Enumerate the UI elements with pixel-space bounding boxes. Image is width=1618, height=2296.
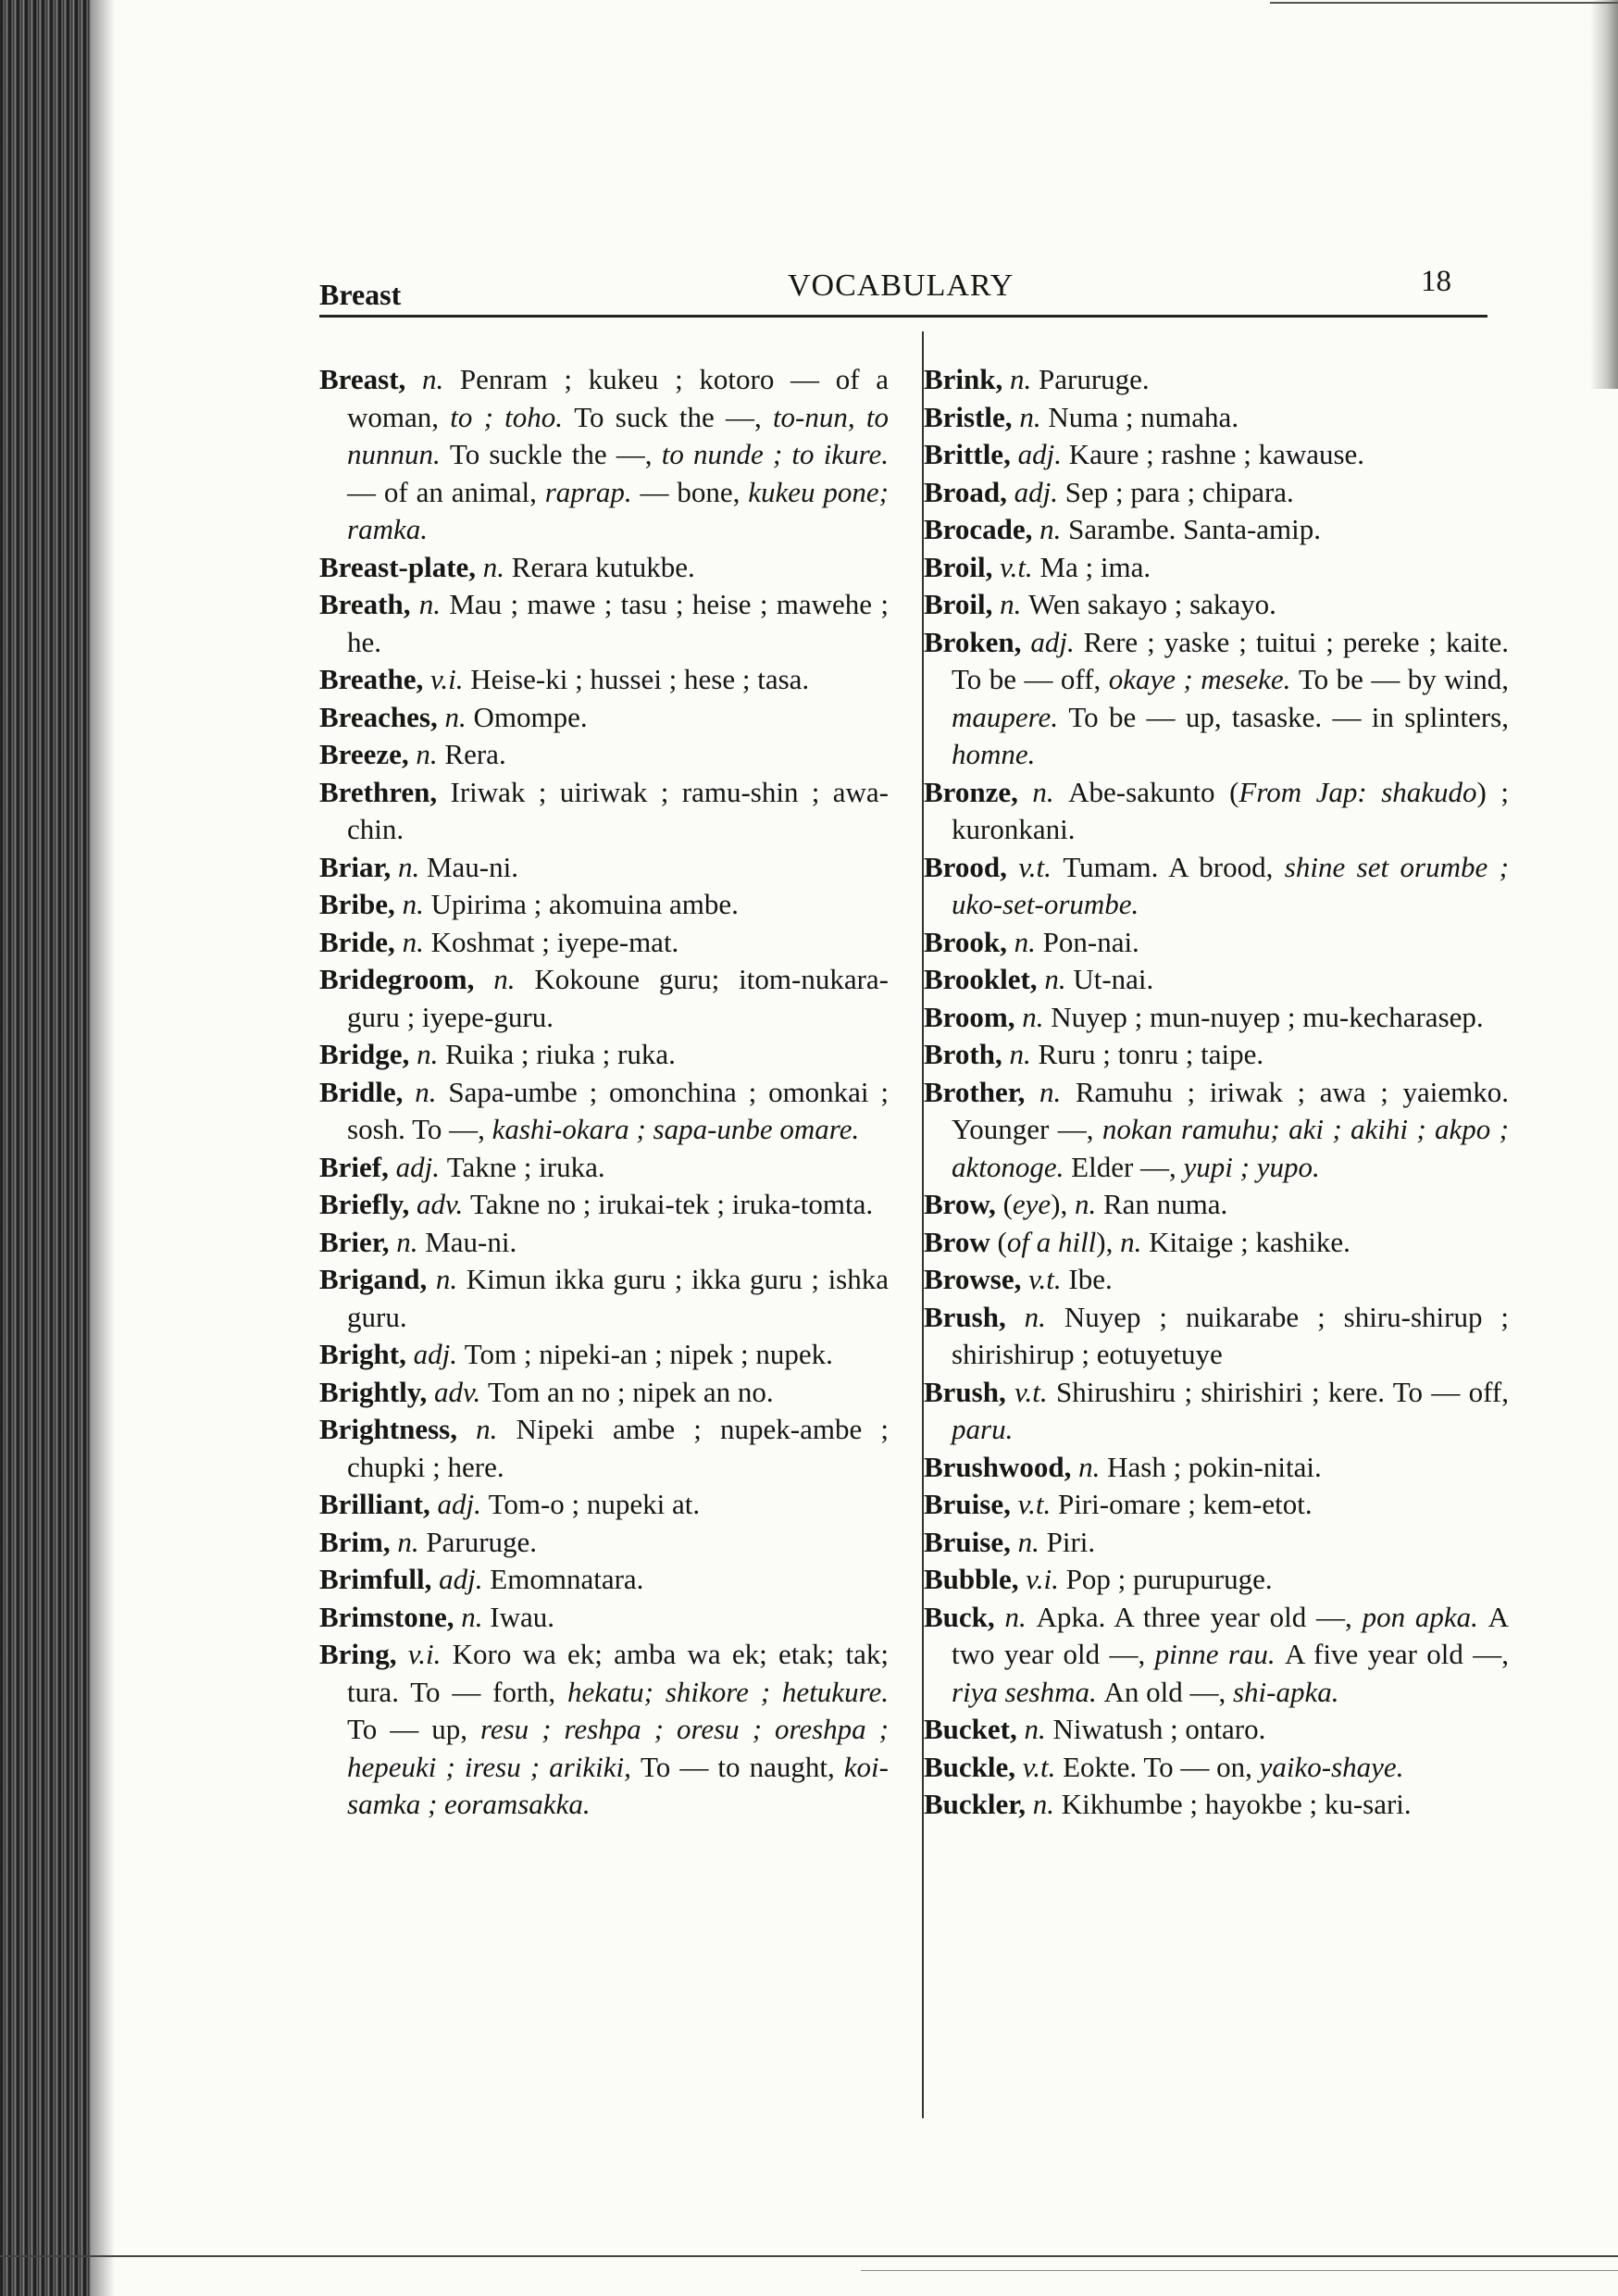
entry-text: Kaure ; rashne ; kawause. (1068, 438, 1365, 470)
entry-headword: Breast, (319, 363, 422, 395)
entry-italic-text: adj. (1014, 475, 1065, 508)
vocabulary-entry (924, 999, 1509, 1037)
entry-text: Sep ; para ; chipara. (1064, 475, 1294, 508)
entry-headword: Bridge, (319, 1038, 417, 1070)
entry-headword: Brimfull, (319, 1563, 440, 1595)
entry-headword: Broth, (924, 1038, 1010, 1070)
entry-italic-text: maupere. (952, 700, 1069, 733)
entry-text: Rere ; yaske ; tuitui ; pereke ; kaite. To be — off, (952, 625, 1509, 695)
entry-italic-text: shine set orumbe ; uko-set-orumbe. (952, 850, 1510, 920)
vocabulary-entry (319, 1411, 889, 1486)
entry-headword: Brood, (924, 850, 1019, 883)
entry-italic-text: okaye ; meseke. (1108, 663, 1299, 695)
entry-italic-text: nokan ramuhu; aki ; akihi ; akpo ; aktonoge. (952, 1113, 1509, 1183)
entry-italic-text: v.t. (1028, 1263, 1069, 1295)
entry-italic-text: n. (1010, 363, 1039, 395)
scan-edge-line (1270, 2, 1618, 4)
entry-italic-text: n. (476, 1413, 517, 1445)
entry-italic-text: yaiko-shaye. (1259, 1750, 1404, 1783)
entry-text: Kimun ikka guru ; ikka guru ; ishka guru. (347, 1263, 890, 1333)
entry-headword: Briefly, (319, 1188, 417, 1220)
vocabulary-entry (319, 1149, 889, 1187)
entry-italic-text: v.t. (1018, 850, 1064, 883)
entry-italic-text: n. (1004, 1600, 1037, 1633)
vocabulary-entry (319, 1036, 889, 1074)
entry-italic-text: n. (415, 1075, 449, 1108)
entry-italic-text: v.i. (407, 1638, 453, 1670)
entry-text: Takne ; iruka. (446, 1150, 605, 1183)
entry-headword: Brier, (319, 1225, 397, 1258)
vocabulary-entry (924, 1224, 1509, 1262)
entry-headword: Bride, (319, 925, 403, 958)
vocabulary-entry (924, 1186, 1509, 1224)
entry-headword: Bridle, (319, 1075, 416, 1108)
entry-headword: Breeze, (319, 738, 417, 770)
entry-italic-text: n. (1024, 1713, 1053, 1745)
entry-italic-text: n. (1000, 588, 1029, 620)
vocabulary-entry (924, 1299, 1509, 1374)
vocabulary-entry (924, 399, 1509, 437)
entry-text: Nuyep ; nuikarabe ; shiru-shirup ; shirishirup ; eotuyetuye (952, 1300, 1510, 1370)
vocabulary-entry (924, 1074, 1509, 1187)
vocabulary-entry (924, 1749, 1509, 1787)
page-number: 18 (1421, 265, 1451, 298)
entry-italic-text: n. (1022, 1000, 1052, 1033)
entry-text: Ut-nai. (1073, 963, 1154, 995)
entry-text: Nipeki ambe ; nupek-ambe ; chupki ; here. (347, 1413, 889, 1483)
entry-headword: Bridegroom, (319, 963, 494, 995)
vocabulary-entry (924, 1599, 1509, 1712)
vocabulary-entry (319, 1336, 889, 1374)
vocabulary-entry (319, 1599, 889, 1637)
entry-headword: Buck, (924, 1600, 1005, 1633)
entry-italic-text: n. (1019, 400, 1049, 433)
entry-italic-text: kukeu pone; ramka. (347, 475, 889, 545)
entry-italic-text: n. (1032, 1788, 1062, 1820)
vocabulary-entry (319, 886, 889, 924)
entry-text: Mau ; mawe ; tasu ; heise ; mawehe ; he. (347, 588, 889, 658)
vocabulary-entry (319, 1636, 889, 1824)
vocabulary-entry (319, 1261, 889, 1336)
entry-italic-text: n. (1078, 1450, 1108, 1483)
vocabulary-entry (319, 1186, 889, 1224)
vocabulary-entry (319, 1224, 889, 1262)
vocabulary-entry (924, 1374, 1509, 1449)
entry-headword: Bristle, (924, 400, 1020, 433)
entry-text: Sarambe. Santa-amip. (1068, 513, 1322, 545)
entry-headword: Brocade, (924, 513, 1040, 545)
vocabulary-entry (924, 1036, 1509, 1074)
entry-italic-text: n. (1017, 1525, 1047, 1558)
entry-italic-text: koi-samka ; eoramsakka. (347, 1750, 889, 1820)
entry-italic-text: n. (396, 1225, 426, 1258)
entry-text: ( (997, 1225, 1007, 1258)
entry-italic-text: adj. (437, 1488, 489, 1520)
entry-italic-text: adj. (439, 1563, 491, 1595)
vocabulary-entry (924, 549, 1509, 587)
entry-text: Abe-sakunto ( (1068, 775, 1239, 808)
entry-text: Tom-o ; nupeki at. (488, 1488, 701, 1520)
entry-text: Penram ; kukeu ; kotoro — of a woman, (347, 363, 889, 433)
entry-text: Koro wa ek; amba wa ek; etak; tak; tura. To — forth, (347, 1638, 889, 1708)
entry-headword: Briar, (319, 850, 398, 883)
entry-italic-text: n. (417, 1038, 446, 1070)
entry-text: Omompe. (473, 700, 588, 733)
entry-headword: Buckler, (924, 1788, 1033, 1820)
entry-text: Kikhumbe ; hayokbe ; ku-sari. (1061, 1788, 1412, 1820)
entry-italic-text: pinne rau. (1154, 1638, 1286, 1670)
book-binding-shadow (0, 0, 91, 2296)
entry-text: Emomnatara. (490, 1563, 644, 1595)
vocabulary-entry (924, 774, 1509, 849)
entry-text: Niwatush ; ontaro. (1052, 1713, 1266, 1745)
entry-text: ), (1051, 1188, 1075, 1220)
entry-headword: Broom, (924, 1000, 1023, 1033)
entry-headword: Brightly, (319, 1375, 435, 1408)
vocabulary-entry (319, 961, 889, 1036)
left-column (319, 361, 889, 1824)
entry-italic-text: n. (482, 550, 512, 583)
entry-italic-text: adj. (1017, 438, 1069, 470)
entry-text: Piri. (1046, 1525, 1096, 1558)
entry-text: Hash ; pokin-nitai. (1107, 1450, 1322, 1483)
entry-headword: Buckle, (924, 1750, 1023, 1783)
entry-italic-text: n. (418, 588, 450, 620)
vocabulary-entry (319, 1486, 889, 1524)
vocabulary-entry (924, 1449, 1509, 1487)
entry-headword: Browse, (924, 1263, 1029, 1295)
vocabulary-entry (319, 661, 889, 699)
entry-headword: Bring, (319, 1638, 408, 1670)
entry-italic-text: to ; toho. (450, 400, 575, 433)
vocabulary-entry (924, 511, 1509, 549)
entry-headword: Bright, (319, 1338, 414, 1370)
entry-text: Shirushiru ; shirishiri ; kere. To — off, (1055, 1375, 1509, 1408)
entry-italic-text: adj. (413, 1338, 465, 1370)
entry-italic-text: n. (461, 1600, 491, 1633)
entry-text: To be — up, tasaske. — in splinters, (1068, 700, 1509, 733)
entry-headword: Brook, (924, 925, 1014, 958)
entry-headword: Broken, (924, 625, 1031, 658)
entry-headword: Bronze, (924, 775, 1033, 808)
vocabulary-entry (924, 1486, 1509, 1524)
entry-text: Takne no ; irukai-tek ; iruka-tomta. (470, 1188, 874, 1220)
entry-italic-text: n. (1120, 1225, 1150, 1258)
vocabulary-entry (924, 924, 1509, 962)
vocabulary-entry (319, 1524, 889, 1562)
entry-headword: Brow, (924, 1188, 1003, 1220)
entry-headword: Brethren, (319, 775, 451, 808)
vocabulary-entry (319, 699, 889, 737)
entry-text: Ran numa. (1103, 1188, 1228, 1220)
entry-italic-text: kashi-okara ; sapa-unbe omare. (492, 1113, 860, 1145)
vocabulary-entry (924, 586, 1509, 624)
entry-italic-text: of a hill (1006, 1225, 1097, 1258)
entry-headword: Broil, (924, 588, 1001, 620)
gutter-shadow (91, 0, 115, 2296)
entry-italic-text: paru. (952, 1413, 1014, 1445)
entry-text: Heise-ki ; hussei ; hese ; tasa. (470, 663, 810, 695)
entry-text: Rera. (444, 738, 506, 770)
entry-text: — of an animal, (347, 475, 545, 508)
entry-headword: Bribe, (319, 888, 403, 920)
vocabulary-entry (319, 549, 889, 587)
entry-text: Ma ; ima. (1039, 550, 1151, 583)
running-head (319, 265, 1486, 315)
entry-headword: Broad, (924, 475, 1014, 508)
entry-text: Ruika ; riuka ; ruka. (445, 1038, 676, 1070)
entry-text: Ruru ; tonru ; taipe. (1038, 1038, 1264, 1070)
entry-text: Tom an no ; nipek an no. (487, 1375, 774, 1408)
vocabulary-entry (924, 1561, 1509, 1599)
entry-text: ( (1002, 1188, 1013, 1220)
entry-headword: Bucket, (924, 1713, 1025, 1745)
entry-italic-text: n. (1032, 775, 1069, 808)
entry-text: Wen sakayo ; sakayo. (1028, 588, 1276, 620)
entry-headword: Brimstone, (319, 1600, 462, 1633)
entry-headword: Brink, (924, 363, 1011, 395)
vocabulary-entry (924, 1786, 1509, 1824)
entry-headword: Brim, (319, 1525, 398, 1558)
entry-text: Ramuhu ; iriwak ; awa ; yaiemko. Younger —, (952, 1075, 1510, 1145)
entry-italic-text: n. (1039, 1075, 1076, 1108)
entry-text: Mau-ni. (426, 850, 518, 883)
entry-text: — bone, (640, 475, 749, 508)
right-column (924, 361, 1509, 1824)
entry-italic-text: adv. (434, 1375, 488, 1408)
vocabulary-entry (924, 1711, 1509, 1749)
entry-italic-text: n. (1014, 925, 1043, 958)
entry-text: To suck the —, (574, 400, 773, 433)
vocabulary-entry (924, 1261, 1509, 1299)
entry-headword: Brother, (924, 1075, 1039, 1108)
entry-text: Eokte. To — on, (1063, 1750, 1260, 1783)
entry-headword: Brushwood, (924, 1450, 1079, 1483)
entry-italic-text: raprap. (544, 475, 641, 508)
entry-italic-text: yupi ; yupo. (1183, 1150, 1320, 1183)
entry-text: Tumam. A brood, (1063, 850, 1285, 883)
entry-text: An old —, (1103, 1675, 1233, 1708)
entry-text: ) ; kuronkani. (952, 775, 1509, 845)
entry-italic-text: n. (1009, 1038, 1039, 1070)
entry-italic-text: resu ; reshpa ; oresu ; oreshpa ; hepeuki ; iresu ; arikiki, (347, 1713, 889, 1783)
entry-italic-text: adv. (417, 1188, 471, 1220)
entry-italic-text: n. (1044, 963, 1074, 995)
entry-italic-text: riya seshma. (952, 1675, 1104, 1708)
entry-text: Pop ; purupuruge. (1065, 1563, 1273, 1595)
entry-headword: Breath, (319, 588, 419, 620)
entry-headword: Broil, (924, 550, 1001, 583)
entry-italic-text: to nunde ; to ikure. (661, 438, 889, 470)
vocabulary-entry (924, 361, 1509, 399)
entry-text: Pon-nai. (1042, 925, 1139, 958)
entry-text: To — to naught, (640, 1750, 844, 1783)
entry-text: Nuyep ; mun-nuyep ; mu-kecharasep. (1051, 1000, 1484, 1033)
entry-text: To — up, (347, 1713, 480, 1745)
vocabulary-entry (319, 1561, 889, 1599)
entry-headword: Brow (924, 1225, 998, 1258)
entry-text: Koshmat ; iyepe-mat. (430, 925, 679, 958)
vocabulary-entry (319, 586, 889, 661)
entry-text: A two year old —, (952, 1600, 1509, 1670)
page-bottom-edge-secondary (861, 2270, 1618, 2271)
entry-headword: Brilliant, (319, 1488, 438, 1520)
entry-text: Tom ; nipeki-an ; nipek ; nupek. (464, 1338, 833, 1370)
entry-headword: Breathe, (319, 663, 430, 695)
header-rule (319, 315, 1487, 318)
entry-text: Kokoune guru; itom-nukara-guru ; iyepe-guru. (347, 963, 889, 1033)
vocabulary-entry (924, 1524, 1509, 1562)
entry-italic-text: adj. (1030, 625, 1084, 658)
entry-italic-text: n. (402, 888, 431, 920)
entry-text: Iriwak ; uiriwak ; ramu-shin ; awa-chin. (347, 775, 889, 845)
page-bottom-edge (0, 2255, 1618, 2257)
vocabulary-entry (924, 624, 1509, 774)
entry-italic-text: n. (444, 700, 474, 733)
entry-text: ), (1096, 1225, 1121, 1258)
entry-italic-text: v.t. (1014, 1375, 1056, 1408)
entry-text: Piri-omare ; kem-etot. (1057, 1488, 1313, 1520)
entry-headword: Bruise, (924, 1525, 1018, 1558)
entry-text: Numa ; numaha. (1048, 400, 1239, 433)
vocabulary-entry (924, 849, 1509, 924)
vocabulary-entry (319, 849, 889, 887)
vocabulary-entry (924, 961, 1509, 999)
vocabulary-entry (924, 474, 1509, 512)
entry-italic-text: adj. (395, 1150, 447, 1183)
entry-italic-text: n. (1039, 513, 1069, 545)
entry-italic-text: eye (1012, 1188, 1052, 1220)
entry-italic-text: n. (435, 1263, 467, 1295)
entry-italic-text: to-nun, to nunnun. (347, 400, 889, 470)
entry-italic-text: n. (397, 1525, 427, 1558)
entry-headword: Breaches, (319, 700, 445, 733)
entry-headword: Bruise, (924, 1488, 1018, 1520)
vocabulary-entry (319, 361, 889, 549)
entry-italic-text: homne. (952, 738, 1036, 770)
entry-italic-text: v.t. (1022, 1750, 1064, 1783)
entry-italic-text: hekatu; shikore ; hetukure. (567, 1675, 889, 1708)
entry-italic-text: v.t. (1017, 1488, 1058, 1520)
entry-italic-text: pon apka. (1362, 1600, 1488, 1633)
entry-text: Sapa-umbe ; omonchina ; omonkai ; sosh. To —, (347, 1075, 889, 1145)
entry-italic-text: n. (493, 963, 535, 995)
entry-text: Ibe. (1068, 1263, 1113, 1295)
vocabulary-entry (319, 736, 889, 774)
entry-headword: Brittle, (924, 438, 1018, 470)
page-edge-shadow (1590, 0, 1618, 389)
entry-headword: Brightness, (319, 1413, 477, 1445)
entry-text: Iwau. (490, 1600, 554, 1633)
entry-headword: Brush, (924, 1300, 1025, 1333)
entry-text: Kitaige ; kashike. (1149, 1225, 1350, 1258)
entry-text: Mau-ni. (425, 1225, 517, 1258)
entry-italic-text: shi-apka. (1232, 1675, 1339, 1708)
entry-italic-text: n. (416, 738, 445, 770)
vocabulary-entry (319, 1374, 889, 1412)
entry-headword: Brush, (924, 1375, 1015, 1408)
entry-headword: Brief, (319, 1150, 396, 1183)
entry-text: Paruruge. (426, 1525, 538, 1558)
entry-italic-text: v.i. (429, 663, 471, 695)
entry-text: Paruruge. (1039, 363, 1150, 395)
entry-text: Elder —, (1071, 1150, 1184, 1183)
entry-italic-text: From Jap: shakudo (1238, 775, 1477, 808)
entry-headword: Bubble, (924, 1563, 1027, 1595)
vocabulary-entry (319, 1074, 889, 1149)
header-catchword: Breast (319, 278, 402, 311)
vocabulary-entry (924, 436, 1509, 474)
header-title: VOCABULARY (788, 268, 1014, 303)
entry-italic-text: n. (1024, 1300, 1064, 1333)
vocabulary-entry (319, 774, 889, 849)
entry-text: To suckle the —, (449, 438, 662, 470)
entry-text: Upirima ; akomuina ambe. (430, 888, 739, 920)
entry-italic-text: n. (397, 850, 427, 883)
entry-italic-text: v.t. (1000, 550, 1040, 583)
entry-text: Rerara kutukbe. (511, 550, 695, 583)
entry-text: To be — by wind, (1298, 663, 1509, 695)
entry-text: A five year old —, (1285, 1638, 1509, 1670)
entry-headword: Breast-plate, (319, 550, 483, 583)
entry-italic-text: n. (421, 363, 460, 395)
entry-italic-text: n. (402, 925, 431, 958)
vocabulary-entry (319, 924, 889, 962)
entry-headword: Brooklet, (924, 963, 1045, 995)
entry-headword: Brigand, (319, 1263, 436, 1295)
entry-italic-text: v.i. (1026, 1563, 1066, 1595)
entry-text: Apka. A three year old —, (1036, 1600, 1363, 1633)
entry-italic-text: n. (1075, 1188, 1103, 1220)
